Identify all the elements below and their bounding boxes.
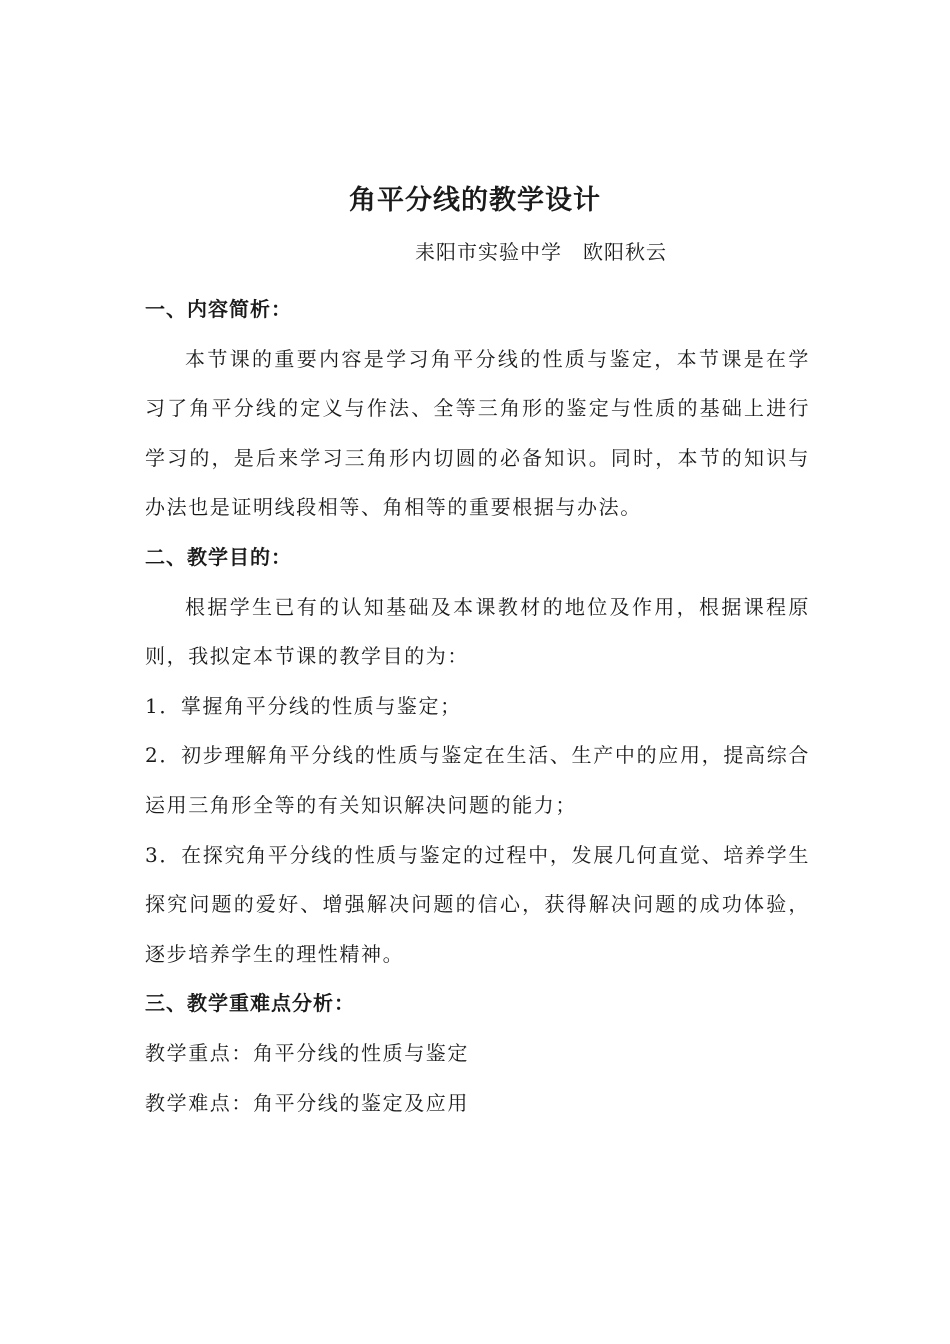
teaching-goals-paragraph: 根据学生已有的认知基础及本课教材的地位及作用，根据课程原则，我拟定本节课的教学目的为： — [145, 594, 810, 669]
content-analysis-paragraph: 本节课的重要内容是学习角平分线的性质与鉴定，本节课是在学习了角平分线的定义与作法、全等三角形的鉴定与性质的基础上进行学习的，是后来学习三角形内切圆的必备知识。同时，本节的知识与办法也是证明线段相等、角相等的重要根据与办法。 — [145, 346, 810, 520]
section-heading-content-analysis: 一、内容简析： — [145, 297, 292, 321]
goal-item-2: 2．初步理解角平分线的性质与鉴定在生活、生产中的应用，提高综合运用三角形全等的有关知识解决问题的能力； — [145, 743, 810, 817]
section-heading-teaching-goals: 二、教学目的： — [145, 544, 292, 569]
key-point-line: 教学重点：角平分线的性质与鉴定 — [145, 1040, 469, 1065]
section-heading-key-points: 三、教学重难点分析： — [145, 991, 355, 1016]
goal-item-3: 3．在探究角平分线的性质与鉴定的过程中，发展几何直觉、培养学生探究问题的爱好、增强解决问题的信心，获得解决问题的成功体验，逐步培养学生的理性精神。 — [145, 842, 810, 966]
author-line: 耒阳市实验中学 欧阳秋云 — [415, 240, 667, 264]
document-title: 角平分线的教学设计 — [349, 185, 601, 216]
difficulty-line: 教学难点：角平分线的鉴定及应用 — [145, 1090, 469, 1115]
document-body — [145, 285, 810, 1128]
goal-item-1: 1．掌握角平分线的性质与鉴定； — [145, 693, 462, 718]
